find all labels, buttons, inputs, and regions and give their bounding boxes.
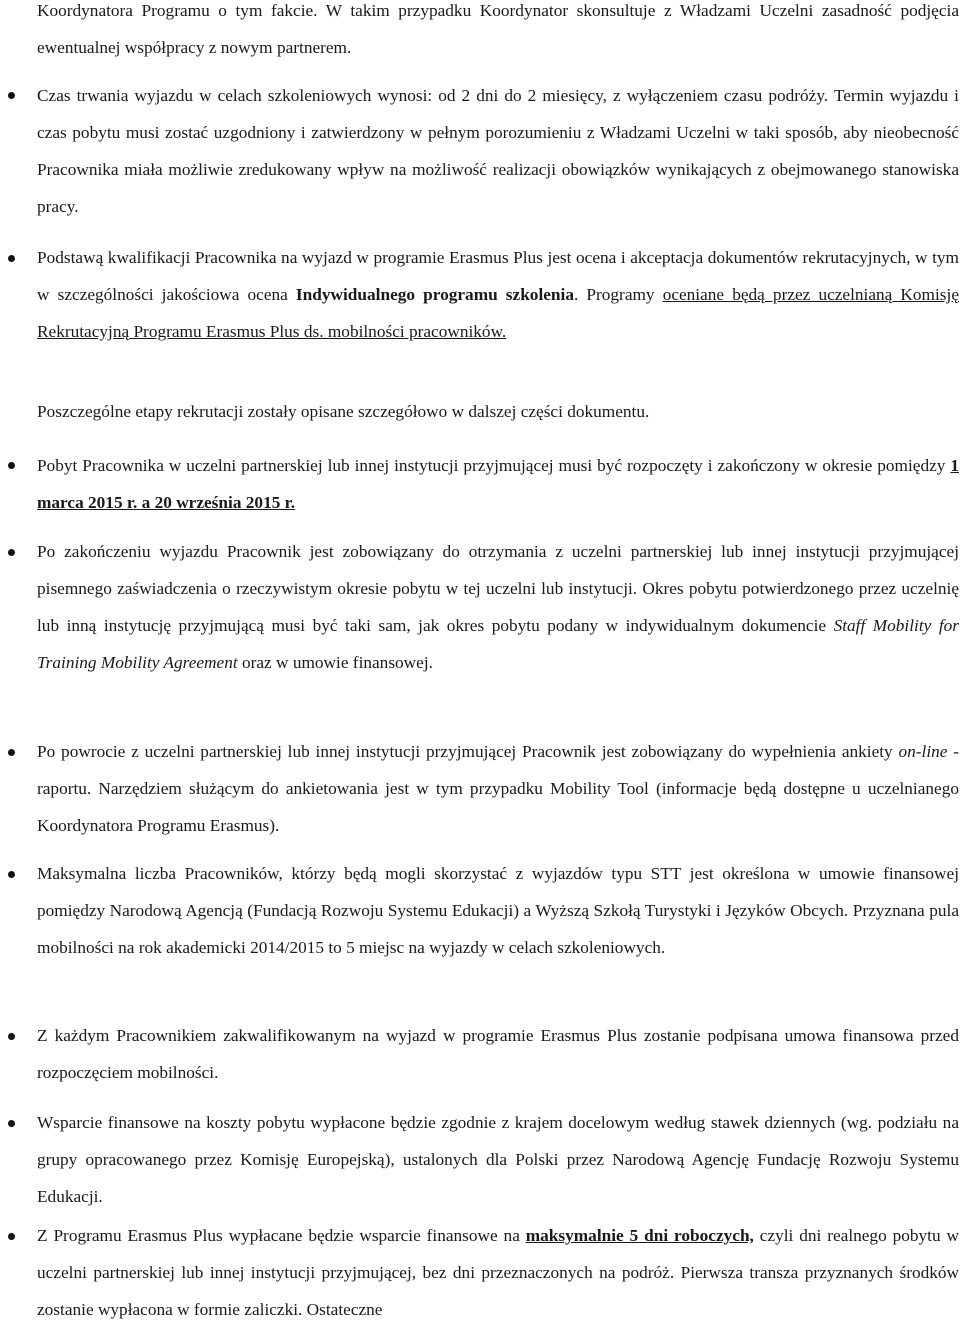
bullet-icon xyxy=(8,92,15,99)
bullet-icon xyxy=(8,1033,15,1040)
paragraph-financial-agreement: Z każdym Pracownikiem zakwalifikowanym na wyjazd w programie Erasmus Plus zostanie podpisana umowa finansowa przed rozpoczęciem mobilności. xyxy=(37,1026,959,1082)
paragraph-recruitment-stages: Poszczególne etapy rekrutacji zostały opisane szczegółowo w dalszej części dokumentu. xyxy=(37,402,650,421)
date-range: 1 marca 2015 r. a 20 września 2015 r. xyxy=(37,456,959,512)
text-run: Pobyt Pracownika w uczelni partnerskiej lub innej instytucji przyjmującej musi być rozpoczęty i zakończony w okresie pomiędzy xyxy=(37,456,951,475)
bullet-icon xyxy=(8,1233,15,1240)
text-run: Podstawą kwalifikacji Pracownika na wyjazd w programie Erasmus Plus jest ocena i akceptacja dokumentów rekrutacyjnych, w tym w szczególności jakościowa ocena xyxy=(37,248,959,304)
text-run-bold: Indywidualnego programu szkolenia xyxy=(295,285,574,304)
paragraph-max-employees: Maksymalna liczba Pracowników, którzy będą mogli skorzystać z wyjazdów typu STT jest określona w umowie finansowej pomiędzy Narodową Agencją (Fundacją Rozwoju Systemu Edukacji) a Wyższą Szkołą Turystyki i Języków Obcych. Przyznana pula mobilności na rok akademicki 2014/2015 to 5 miejsc na wyjazdy w celach szkoleniowych. xyxy=(37,864,959,957)
bullet-icon xyxy=(8,871,15,878)
text-run: Po zakończeniu wyjazdu Pracownik jest zobowiązany do otrzymania z uczelni partnerskiej lub innej instytucji przyjmującej pisemnego zaświadczenia o rzeczywistym okresie pobytu w tej uczelni lub instytucji. Okres pobytu potwierdzonego przez uczelnię lub inną instytucję przyjmującą musi być taki sam, jak okres pobytu podany w indywidualnym dokumencie xyxy=(37,542,959,635)
paragraph-confirmation xyxy=(37,533,959,681)
text-run-italic: Staff Mobility for Training Mobility Agreement xyxy=(37,616,959,672)
paragraph-financial-support: Wsparcie finansowe na koszty pobytu wypłacone będzie zgodnie z krajem docelowym według stawek dziennych (wg. podziału na grupy opracowanego przez Komisję Europejską), ustalonych dla Polski przez Narodową Agencję Fundację Rozwoju Systemu Edukacji. xyxy=(37,1113,959,1206)
paragraph-survey xyxy=(37,733,959,844)
text-run: . Programy xyxy=(573,285,663,304)
paragraph-continuation: Koordynatora Programu o tym fakcie. W takim przypadku Koordynator skonsultuje z Władzami Uczelni zasadność podjęcia ewentualnej współpracy z nowym partnerem. xyxy=(37,1,959,57)
text-run-italic: on-line xyxy=(898,742,948,761)
bullet-icon xyxy=(8,462,15,469)
bullet-icon xyxy=(8,749,15,756)
text-run: czyli dni realnego pobytu w uczelni partnerskiej lub innej instytucji przyjmującej, bez dni przeznaczonych na podróż. Pierwsza transza przyznanych środków zostanie wypłacona w formie zaliczki. Ostateczne xyxy=(37,1226,959,1319)
text-run-underlined: oceniane będą przez uczelnianą Komisję Rekrutacyjną Programu Erasmus Plus ds. mobilności pracowników. xyxy=(37,285,959,341)
text-run: oraz w umowie finansowej. xyxy=(237,653,433,672)
bullet-icon xyxy=(8,549,15,556)
bullet-icon xyxy=(8,255,15,262)
paragraph-working-days xyxy=(37,1217,959,1328)
text-run: - raportu. Narzędziem służącym do ankietowania jest w tym przypadku Mobility Tool (informacje będą dostępne u uczelnianego Koordynatora Programu Erasmus). xyxy=(37,742,959,835)
bullet-icon xyxy=(8,1120,15,1127)
text-run: Z Programu Erasmus Plus wypłacane będzie wsparcie finansowe na xyxy=(37,1226,526,1245)
paragraph-duration: Czas trwania wyjazdu w celach szkoleniowych wynosi: od 2 dni do 2 miesięcy, z wyłączeniem czasu podróży. Termin wyjazdu i czas pobytu musi zostać uzgodniony i zatwierdzony w pełnym porozumieniu z Władzami Uczelni w taki sposób, aby nieobecność Pracownika miała możliwie zredukowany wpływ na możliwość realizacji obowiązków wynikających z obejmowanego stanowiska pracy. xyxy=(37,86,959,216)
text-run-bold-underlined: maksymalnie 5 dni roboczych, xyxy=(525,1226,754,1245)
paragraph-qualification xyxy=(37,239,959,350)
text-run: Po powrocie z uczelni partnerskiej lub innej instytucji przyjmującej Pracownik jest zobowiązany do wypełnienia ankiety xyxy=(37,742,899,761)
paragraph-stay-period xyxy=(37,447,959,521)
